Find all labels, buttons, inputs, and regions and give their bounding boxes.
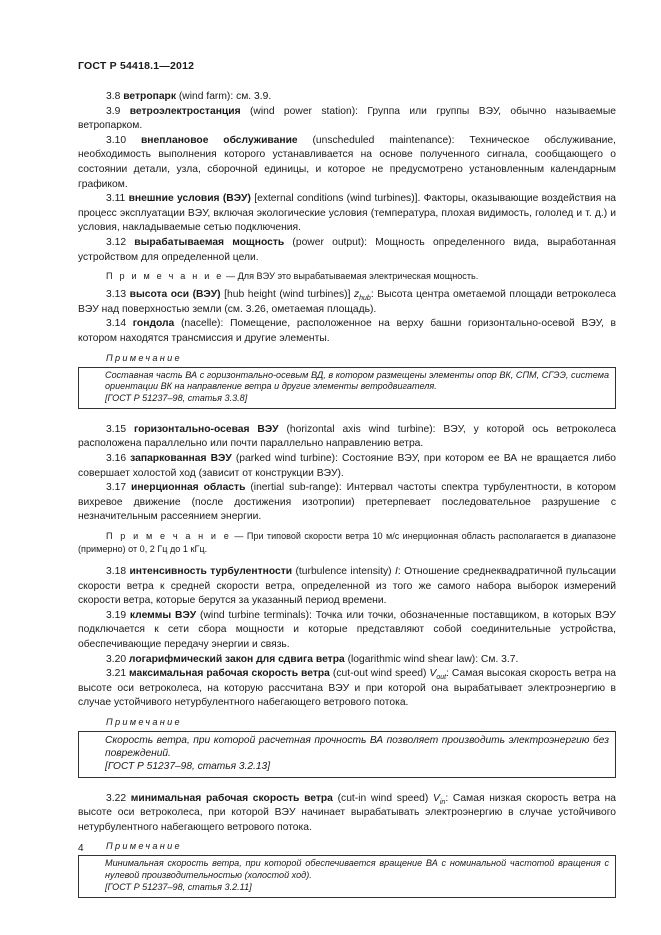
term: интенсивность турбулентности <box>129 566 293 578</box>
box-text: Минимальная скорость ветра, при которой обеспечивается вращение ВА с номинальной частотой вращения с нулевой производительностью (холостой ход). <box>105 858 609 881</box>
box-note-label: Примечание <box>106 352 182 363</box>
box-note-label: Примечание <box>106 716 182 727</box>
note-box-3-14 <box>78 367 616 409</box>
entry-3-20: 3.20 логарифмический закон для сдвига ветра (logarithmic wind shear law): См. 3.7. <box>106 653 519 665</box>
entry-3-8: 3.8 ветропарк (wind farm): см. 3.9. <box>106 91 272 102</box>
entry-3-17: 3.17 инерционная область (inertial sub-range): Интервал частоты спектра турбулентности, в котором вихревое движение (после достижения изотропии) претерпевает последовательное разрушение с незначительным рассеянием энергии. <box>78 482 616 523</box>
box-reference: [ГОСТ Р 51237–98, статья 3.2.11] <box>105 881 252 892</box>
term: вырабатываемая мощность <box>134 236 285 248</box>
term: логарифмический закон для сдвига ветра <box>128 653 345 665</box>
entry-3-18: 3.18 интенсивность турбулентности (turbulence intensity) I: Отношение среднеквадратичной пульсации скорости ветра к средней скорости ветра, определенной из того же самого набора выборок измерений скорости ветра, которые берутся за указанный период времени. <box>78 566 616 607</box>
box-reference: [ГОСТ Р 51237–98, статья 3.3.8] <box>105 393 248 404</box>
entry-3-14: 3.14 гондола (nacelle): Помещение, расположенное на верху башни горизонтально-осевой ВЭУ, в котором находятся трансмиссия и другие элементы. <box>78 318 616 344</box>
entry-3-10: 3.10 внеплановое обслуживание (unscheduled maintenance): Техническое обслуживание, необходимость выполнения которого устанавливается на основе полученного сигнала, сообщающего о состоянии детали, узла, сборочной единицы, и которое не предусмотрено установленным календарным графиком. <box>78 134 616 190</box>
term: максимальная рабочая скорость ветра <box>129 668 330 680</box>
note-box-3-22 <box>78 855 616 897</box>
entry-3-21: 3.21 максимальная рабочая скорость ветра (cut-out wind speed) $V_{out}$: Самая высокая скорость ветра на высоте оси ветроколеса, на которую рассчитана ВЭУ и при которой она вырабатывает электроэнергию в случае устойчивого нетурбулентного набегающего ветрового потока. <box>78 668 616 709</box>
term: ветропарк <box>123 91 176 102</box>
page-number: 4 <box>78 843 84 854</box>
box-reference: [ГОСТ Р 51237–98, статья 3.2.13] <box>105 761 271 773</box>
note-3-12: П р и м е ч а н и е — Для ВЭУ это вырабатываемая электрическая мощность. <box>106 271 479 282</box>
box-note-label: Примечание <box>106 841 182 852</box>
term: клеммы ВЭУ <box>129 609 197 621</box>
term: горизонтально-осевая ВЭУ <box>133 423 279 435</box>
entry-3-11: 3.11 внешние условия (ВЭУ) [external conditions (wind turbines)]. Факторы, оказывающие воздействия на процесс эксплуатации ВЭУ, включая экологические условия (температура, плохая видимость, гололед и т. д.) и условия, накладываемые сетью подключения. <box>78 193 616 234</box>
term: запаркованная ВЭУ <box>130 453 232 465</box>
term: внеплановое обслуживание <box>140 134 298 146</box>
entry-3-12: 3.12 вырабатываемая мощность (power output): Мощность определенного вида, выработанная устройством для определенной цели. <box>78 236 616 263</box>
term: ветроэлектростанция <box>129 105 241 117</box>
note-3-17: П р и м е ч а н и е — При типовой скорости ветра 10 м/с инерционная область располагается в диапазоне (примерно) от 0, 2 Гц до 1 кГц. <box>78 531 616 555</box>
box-text: Скорость ветра, при которой расчетная прочность ВА позволяет производить электроэнергию без повреждений. <box>105 734 609 760</box>
entry-3-9: 3.9 ветроэлектростанция (wind power station): Группа или группы ВЭУ, обычно называемые ветропарком. <box>78 105 616 132</box>
term: инерционная область <box>131 482 246 494</box>
box-text: Составная часть ВА с горизонтально-осевым ВД, в котором размещены элементы опор ВК, СПМ, СГЭЭ, система ориентации ВК на направление ветра и другие элементы ветродвигателя. <box>105 369 609 392</box>
entry-3-15: 3.15 горизонтально-осевая ВЭУ (horizontal axis wind turbine): ВЭУ, у которой ось ветроколеса расположена параллельно или почти параллельно направлению ветра. <box>78 423 616 450</box>
entry-3-22: 3.22 минимальная рабочая скорость ветра (cut-in wind speed) $V_{in}$: Самая низкая скорость ветра на высоте оси ветроколеса, при которой ВЭУ начинает вырабатывать электроэнергию в случае устойчивого нетурбулентного набегающего ветрового потока. <box>78 792 617 833</box>
term: минимальная рабочая скорость ветра <box>130 792 333 804</box>
term: высота оси (ВЭУ) <box>129 289 221 301</box>
term: гондола <box>132 318 175 330</box>
term: внешние условия (ВЭУ) <box>128 193 251 205</box>
document-body <box>78 90 616 898</box>
entry-3-13: 3.13 высота оси (ВЭУ) [hub height (wind turbines)] $z_{hub}$: Высота центра ометаемой площади ветроколеса ВЭУ над поверхностью земли (см. 3.26, ометаемая площадь). <box>78 289 616 315</box>
entry-3-16: 3.16 запаркованная ВЭУ (parked wind turbine): Состояние ВЭУ, при котором ее ВА не вращается либо совершает холостой ход (зависит от конструкции ВЭУ). <box>78 453 617 479</box>
note-box-3-21 <box>78 731 616 778</box>
document-header: ГОСТ Р 54418.1—2012 <box>78 60 195 72</box>
entry-3-19: 3.19 клеммы ВЭУ (wind turbine terminals): Точка или точки, обозначенные поставщиком, в которых ВЭУ подключается к сети сбора мощности и которые представляют собой соединительные устройства, обеспечивающие передачу энергии и связь. <box>78 609 616 651</box>
